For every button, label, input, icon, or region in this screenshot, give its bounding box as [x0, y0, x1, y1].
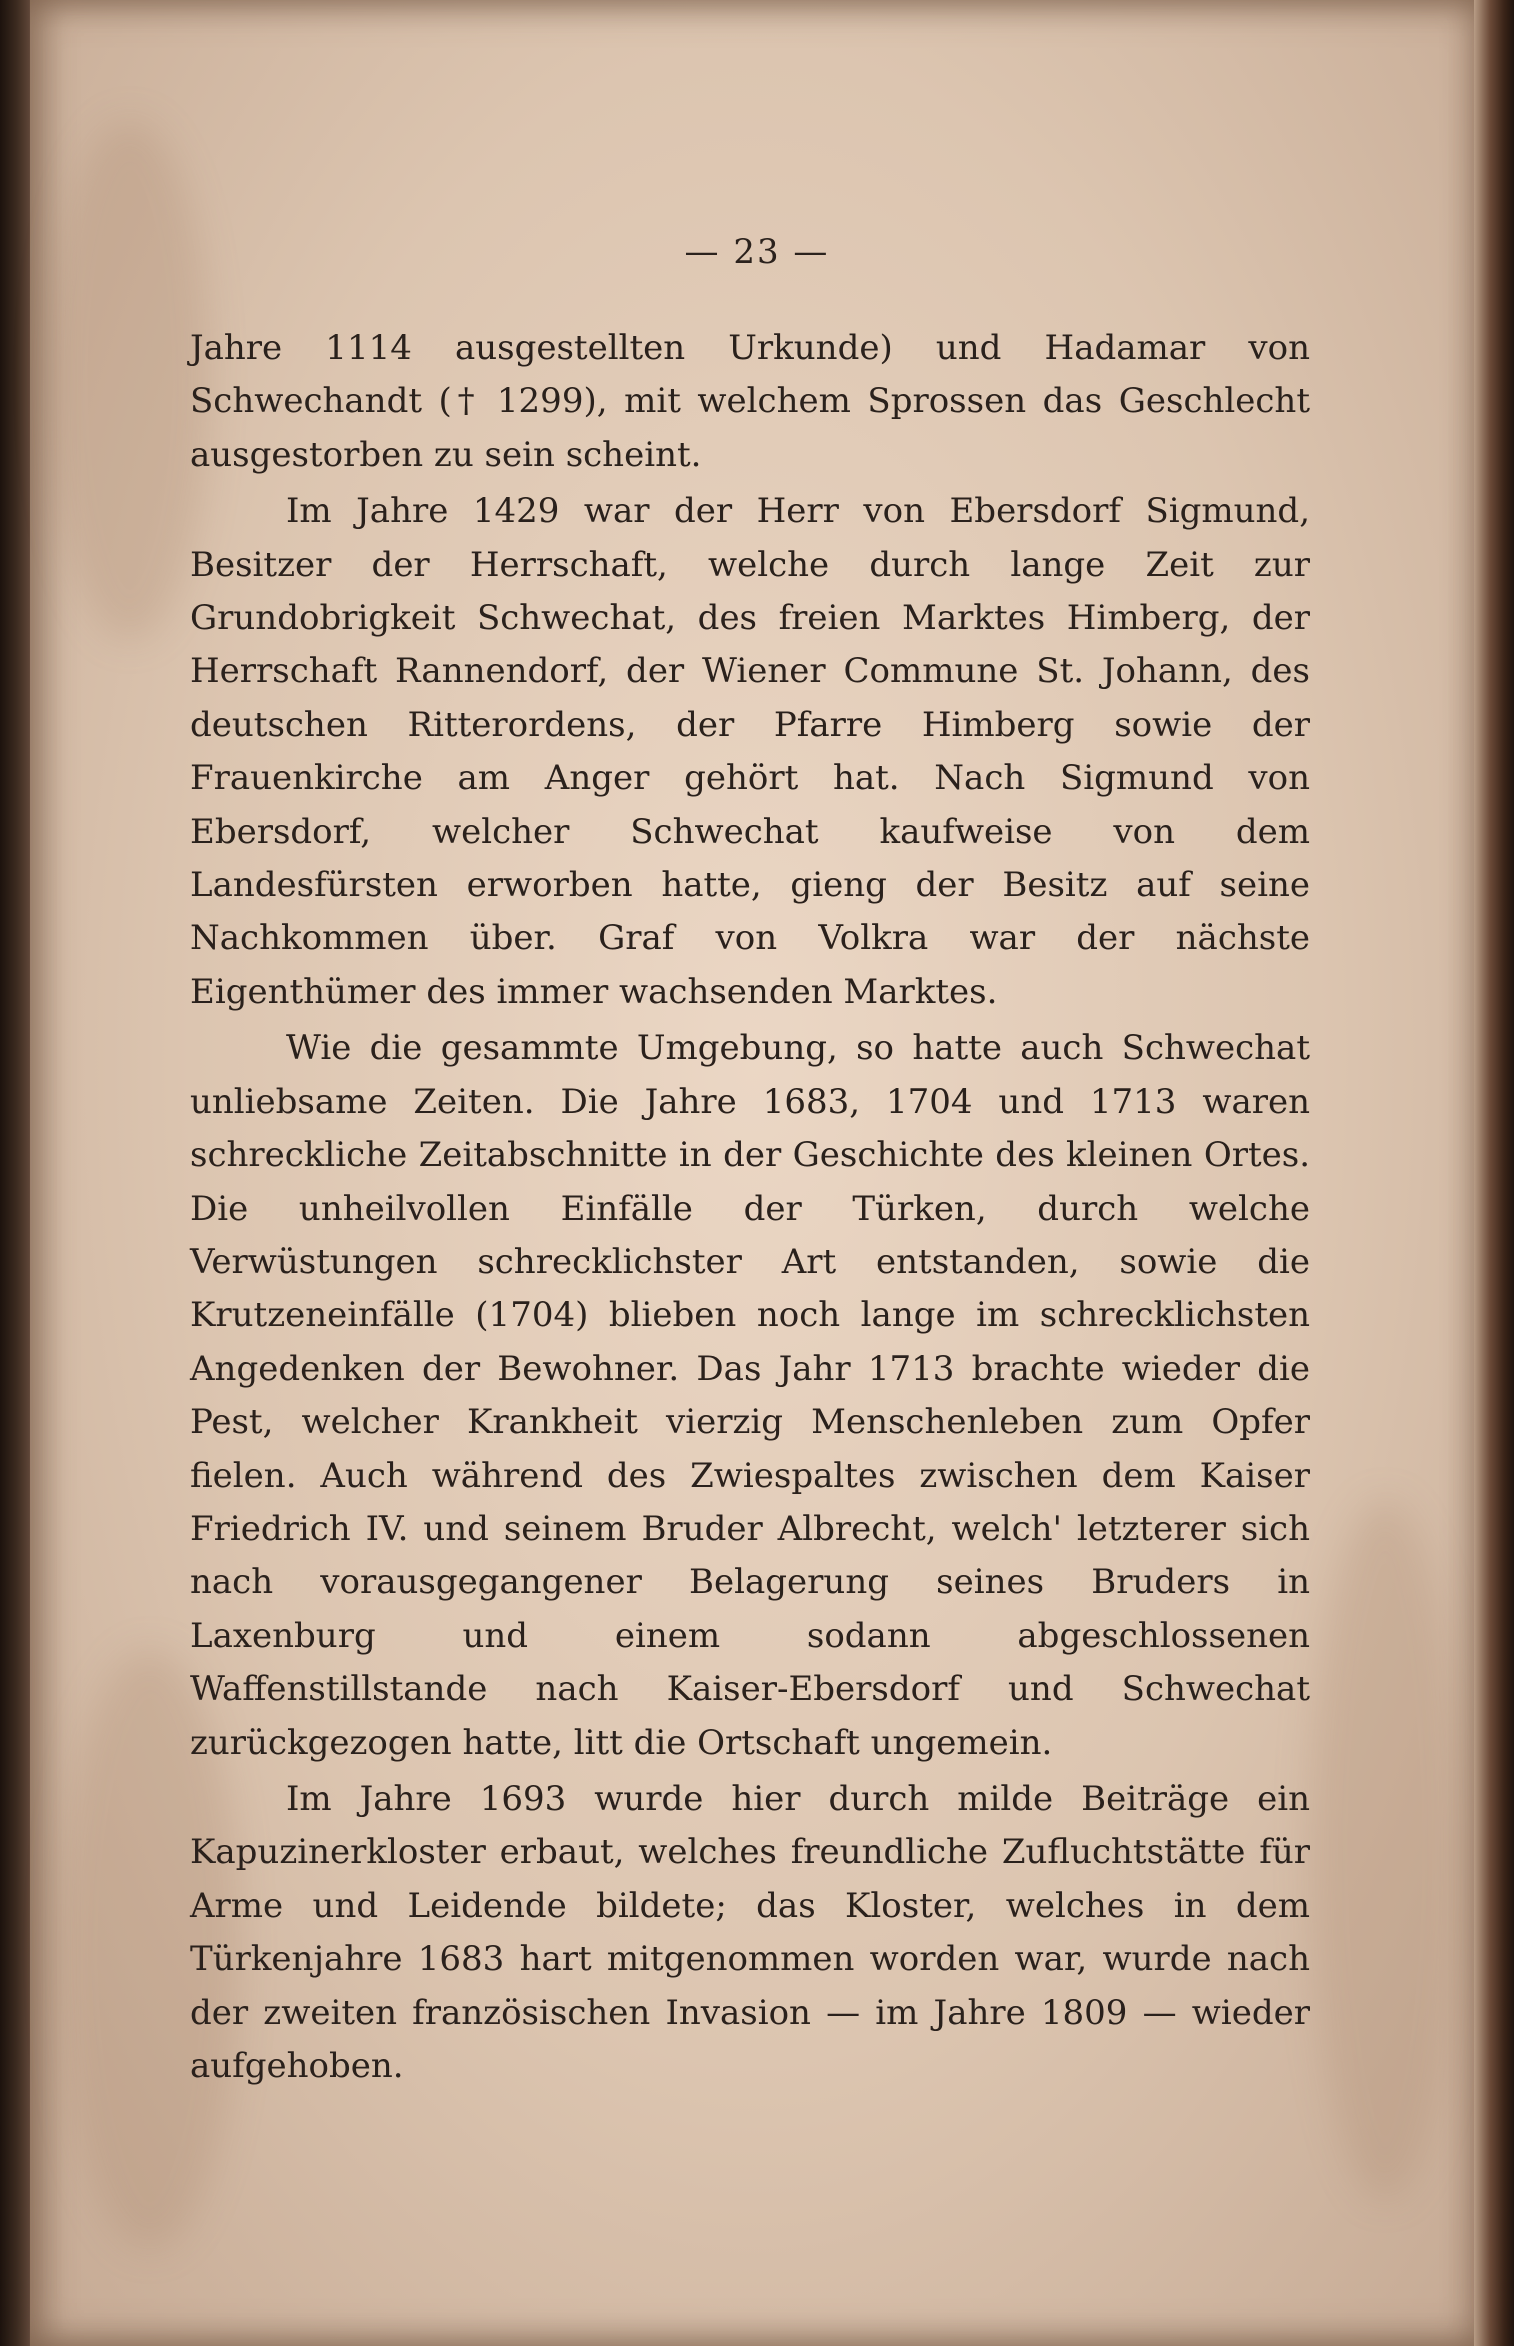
body-text — [190, 322, 1310, 2096]
paper-stain — [1310, 1500, 1460, 2200]
page-right-edge — [1474, 0, 1514, 2346]
paper-stain — [50, 120, 210, 640]
page-number: — 23 — — [684, 232, 830, 272]
paragraph: Im Jahre 1693 wurde hier durch milde Beiträge ein Kapuzinerkloster erbaut, welches freundliche Zufluchtstätte für Arme und Leidende bildete; das Kloster, welches in dem Türkenjahre 1683 hart mitgenommen worden war, wurde nach der zweiten französischen Invasion — im Jahre 1809 — wieder aufgehoben. — [190, 1778, 1310, 2086]
paragraph: Wie die gesammte Umgebung, so hatte auch Schwechat unliebsame Zeiten. Die Jahre 1683, 1704 und 1713 waren schreckliche Zeitabschnitte in der Geschichte des kleinen Ortes. Die unheilvollen Einfälle der Türken, durch welche Verwüstungen schrecklichster Art entstanden, sowie die Krutzeneinfälle (1704) blieben noch lange im schrecklichsten Angedenken der Bewohner. Das Jahr 1713 brachte wieder die Pest, welcher Krankheit vierzig Menschenleben zum Opfer fielen. Auch während des Zwiespaltes zwischen dem Kaiser Friedrich IV. und seinem Bruder Albrecht, welch' letzterer sich nach vorausgegangener Belagerung seines Bruders in Laxenburg und einem sodann abgeschlossenen Waffenstillstande nach Kaiser-Ebersdorf und Schwechat zurückgezogen hatte, litt die Ortschaft ungemein. — [190, 1028, 1310, 1763]
paragraph: Im Jahre 1429 war der Herr von Ebersdorf Sigmund, Besitzer der Herrschaft, welche durch lange Zeit zur Grundobrigkeit Schwechat, des freien Marktes Himberg, der Herrschaft Rannendorf, der Wiener Commune St. Johann, des deutschen Ritterordens, der Pfarre Himberg sowie der Frauenkirche am Anger gehört hat. Nach Sigmund von Ebersdorf, welcher Schwechat kaufweise von dem Landesfürsten erworben hatte, gieng der Besitz auf seine Nachkommen über. Graf von Volkra war der nächste Eigenthümer des immer wachsenden Marktes. — [190, 491, 1310, 1012]
paragraph: Jahre 1114 ausgestellten Urkunde) und Hadamar von Schwechandt († 1299), mit welchem Sprossen das Geschlecht ausgestorben zu sein scheint. — [190, 328, 1310, 475]
